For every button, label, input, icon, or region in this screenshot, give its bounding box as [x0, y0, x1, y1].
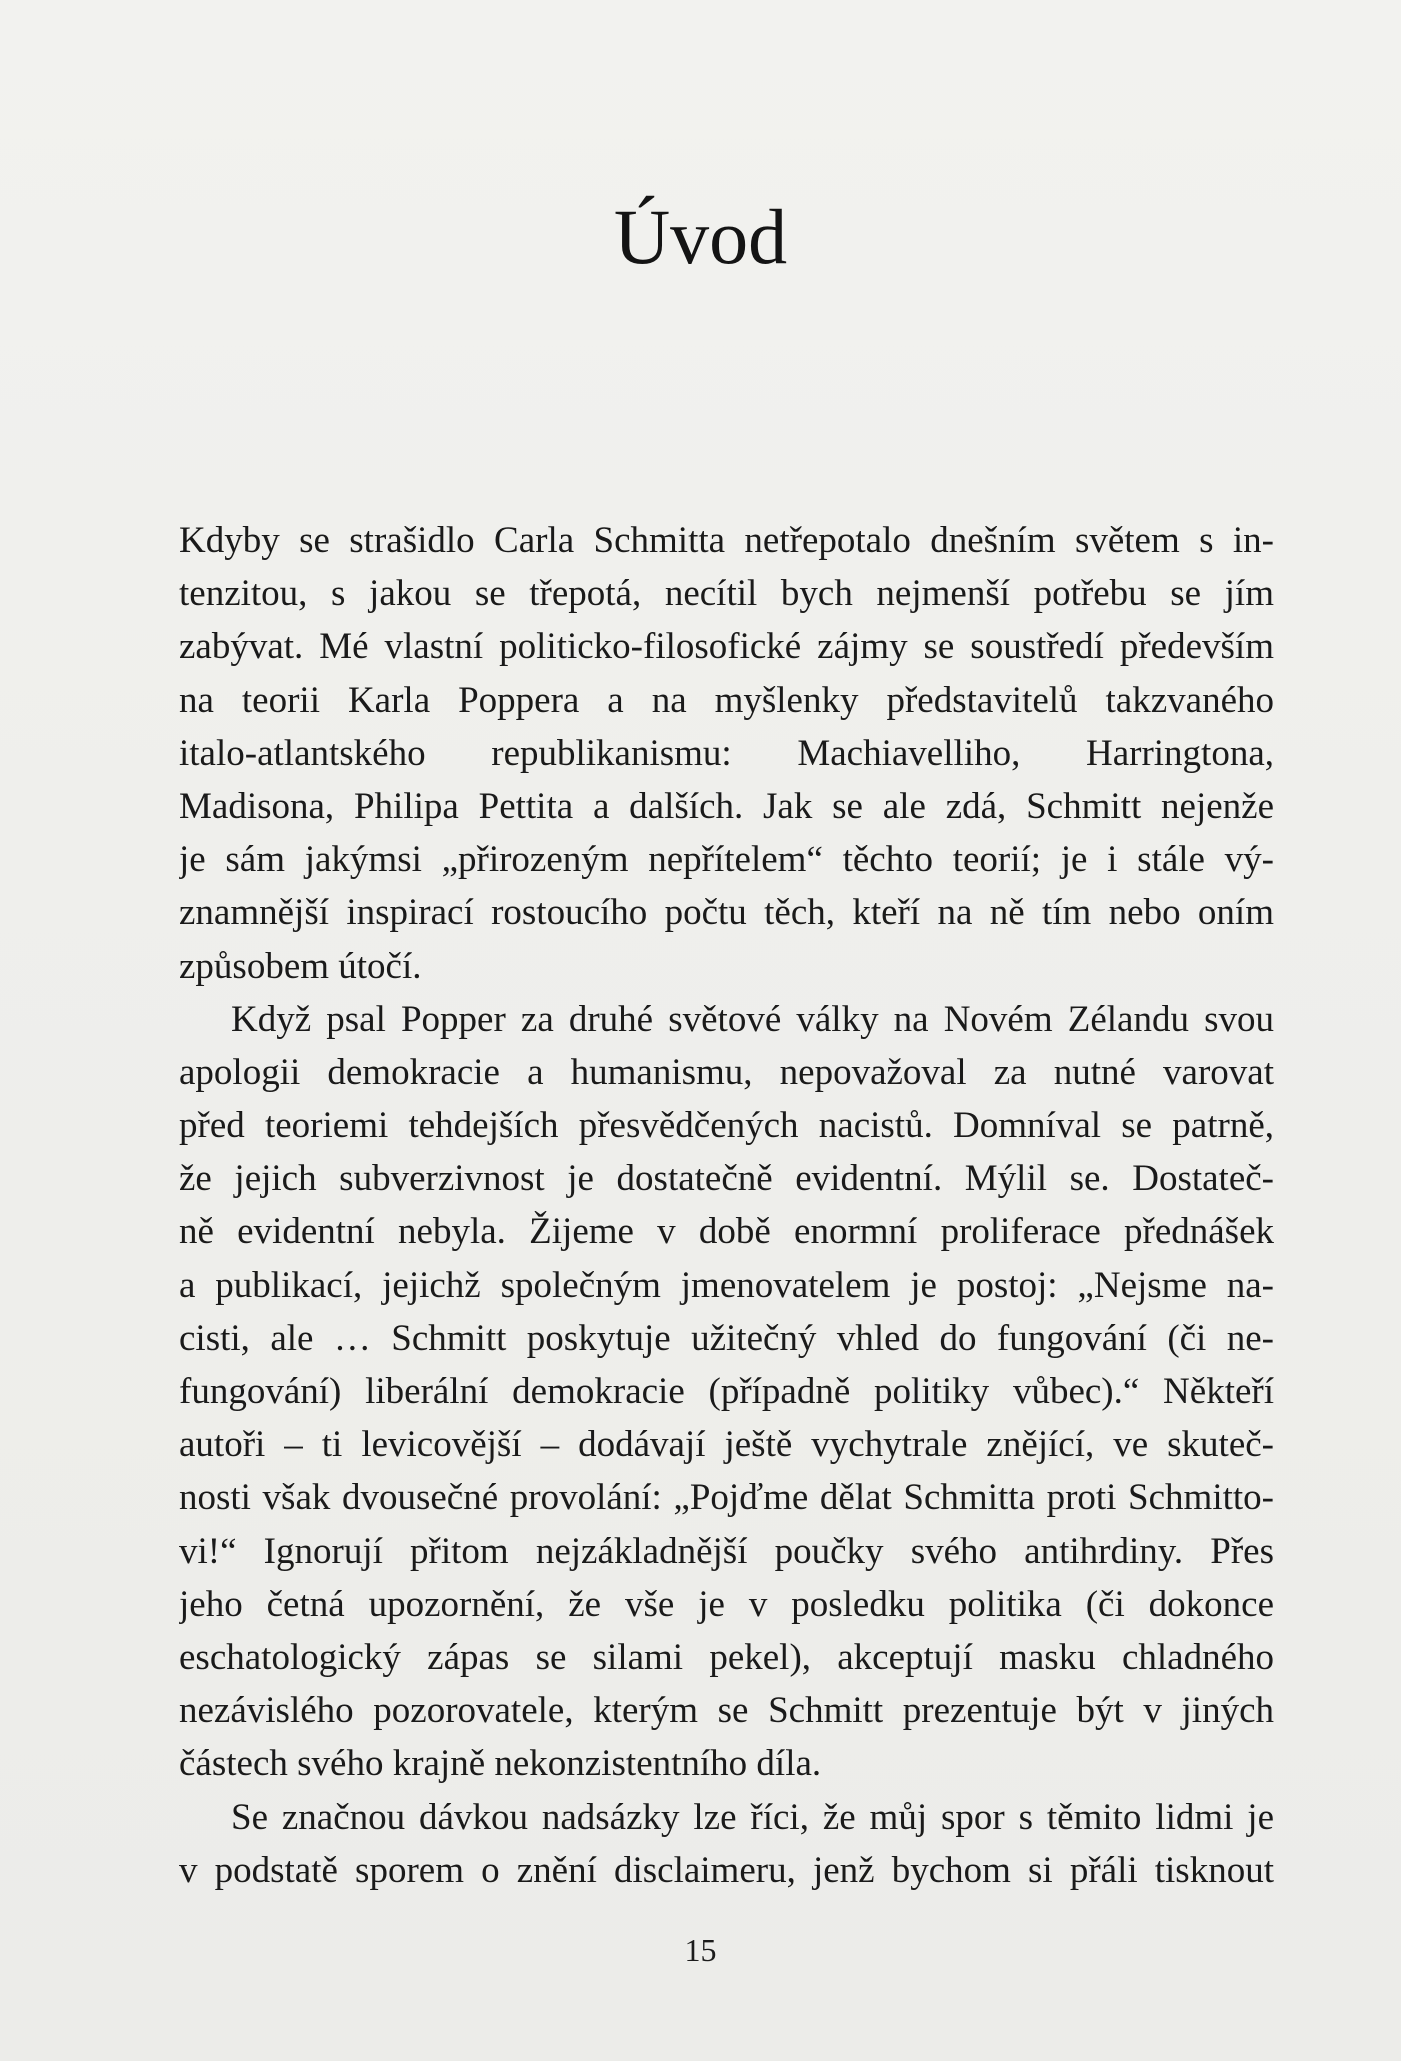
- text-line: Madisona, Philipa Pettita a dalších. Jak se ale zdá, Schmitt nejenže: [179, 785, 1274, 827]
- text-line: ně evidentní nebyla. Žijeme v době enormní proliferace přednášek: [179, 1211, 1274, 1253]
- text-line: autoři – ti levicovější – dodávají ještě vychytrale znějící, ve skuteč-: [179, 1424, 1274, 1466]
- text-line: tenzitou, s jakou se třepotá, necítil bych nejmenší potřebu se jím: [179, 573, 1274, 615]
- text-line: cisti, ale … Schmitt poskytuje užitečný vhled do fungování (či ne-: [179, 1317, 1274, 1359]
- text-line: znamnější inspirací rostoucího počtu těch, kteří na ně tím nebo oním: [179, 892, 1274, 934]
- text-line: zabývat. Mé vlastní politicko-filosofické zájmy se soustředí především: [179, 626, 1274, 668]
- chapter-title: Úvod: [613, 193, 788, 280]
- text-line: eschatologický zápas se silami pekel), akceptují masku chladného: [179, 1636, 1274, 1678]
- text-line: a publikací, jejichž společným jmenovatelem je postoj: „Nejsme na-: [179, 1264, 1274, 1306]
- text-line: Se značnou dávkou nadsázky lze říci, že můj spor s těmito lidmi je: [231, 1796, 1274, 1838]
- text-line: fungování) liberální demokracie (případně politiky vůbec).“ Někteří: [179, 1371, 1274, 1412]
- text-line: v podstatě sporem o znění disclaimeru, jenž bychom si přáli tisknout: [179, 1849, 1274, 1891]
- text-line: částech svého krajně nekonzistentního díla.: [179, 1743, 822, 1785]
- text-line: že jejich subverzivnost je dostatečně evidentní. Mýlil se. Dostateč-: [179, 1158, 1274, 1200]
- text-line: je sám jakýmsi „přirozeným nepřítelem“ těchto teorií; je i stále vý-: [179, 839, 1274, 881]
- text-line: jeho četná upozornění, že vše je v posledku politika (či dokonce: [179, 1583, 1274, 1625]
- page-number: 15: [684, 1932, 717, 1968]
- text-line: před teoriemi tehdejších přesvědčených nacistů. Domníval se patrně,: [179, 1105, 1274, 1147]
- text-line: na teorii Karla Poppera a na myšlenky představitelů takzvaného: [179, 679, 1274, 721]
- text-line: Když psal Popper za druhé světové války na Novém Zélandu svou: [231, 998, 1274, 1040]
- text-line: apologii demokracie a humanismu, nepovažoval za nutné varovat: [179, 1051, 1274, 1093]
- text-line: vi!“ Ignorují přitom nejzákladnější poučky svého antihrdiny. Přes: [179, 1530, 1274, 1572]
- text-line: nosti však dvousečné provolání: „Pojďme dělat Schmitta proti Schmitto-: [179, 1477, 1274, 1519]
- text-line: nezávislého pozorovatele, kterým se Schmitt prezentuje být v jiných: [179, 1690, 1274, 1732]
- body-text: [179, 514, 1274, 1897]
- text-line: způsobem útočí.: [179, 945, 422, 987]
- text-line: Kdyby se strašidlo Carla Schmitta netřepotalo dnešním světem s in-: [179, 520, 1274, 561]
- text-line: italo-atlantského republikanismu: Machiavelliho, Harringtona,: [179, 732, 1274, 774]
